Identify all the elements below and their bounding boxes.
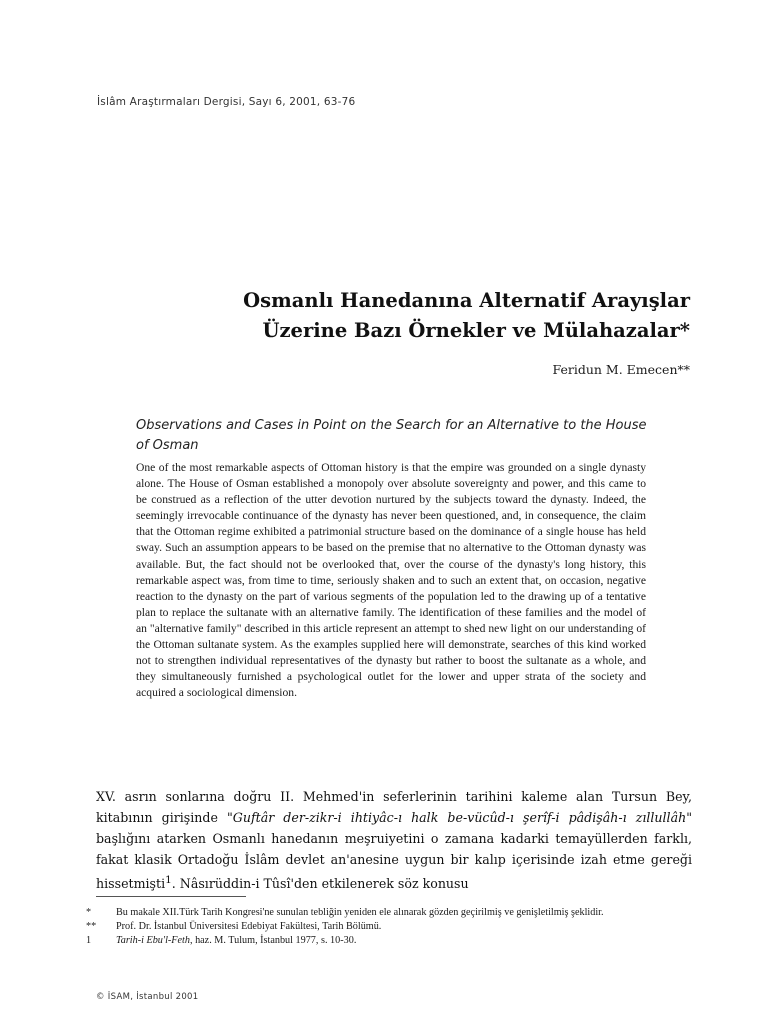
footnotes	[86, 906, 692, 948]
footnote-text: Prof. Dr. İstanbul Üniversitesi Edebiyat Fakültesi, Tarih Bölümü.	[116, 921, 382, 932]
body-text-part: . Nâsırüddin-i Tûsî'den etkilenerek söz konusu	[171, 876, 469, 892]
footnote-text: Bu makale XII.Türk Tarih Kongresi'ne sunulan tebliğin yeniden ele alınarak gözden geçirilmiş ve genişletilmiş şeklidir.	[116, 907, 604, 918]
footnote-reference: 1	[165, 874, 172, 886]
article-title	[160, 286, 690, 346]
footnote-mark: 1	[86, 935, 92, 946]
copyright-notice: © İSAM, İstanbul 2001	[96, 992, 199, 1002]
body-italic-title: Guftâr der-zikr-i ihtiyâc-ı halk be-vücûd-ı şerîf-i pâdişâh-ı zıllullâh	[232, 810, 687, 825]
author-name: Feridun M. Emecen**	[552, 362, 690, 377]
footnote	[86, 934, 692, 948]
footnote-text-container	[116, 934, 692, 948]
article-title-line-2: Üzerine Bazı Örnekler ve Mülahazalar*	[262, 319, 690, 342]
footnote	[86, 906, 692, 920]
footnote-divider	[96, 896, 246, 897]
abstract-text: One of the most remarkable aspects of Ottoman history is that the empire was grounded on a single dynasty alone. The House of Osman established a monopoly over absolute sovereignty and power, and this came to be construed as a reflection of the utter devotion nurtured by the subjects toward the dynasty. Indeed, the seemingly irrevocable continuance of the dynasty has never been questioned, and, in consequence, the claim that the Ottoman regime exhibited a patrimonial structure based on the dominance of a single house has held sway. Such an assumption appears to be based on the premise that no alternative to the Ottoman dynasty was available. But, the fact should not be overlooked that, over the course of the dynasty's long history, this remarkable aspect was, from time to time, seriously shaken and to such an extent that, on occasion, negative reaction to the dynasty on the part of various segments of the population led to the drawing up of a tentative plan to replace the sultanate with an alternative family. The identification of these families and the model of an "alternative family" described in this article represent an attempt to shed new light on our understanding of the Ottoman sultanate system. As the examples supplied here will demonstrate, searches of this kind worked not to strengthen individual representatives of the dynasty but rather to boost the sultanate as a whole, and they simultaneously furnished a psychological outlet for the lower and upper strata of the society and acquired a sociological dimension.	[136, 461, 646, 700]
article-title-line-1: Osmanlı Hanedanına Alternatif Arayışlar	[243, 289, 690, 312]
footnote-mark: *	[86, 907, 92, 918]
body-text-part: " başlığını atarken Osmanlı hanedanın meşruiyetini o zamana kadarki temayüllerden farklı, fakat klasik Ortadoğu İslâm devlet an'anesine uygun bir kalıp içerisinde izah etme gereği hissetmişti	[96, 810, 692, 892]
body-text-part: XV. asrın sonlarına doğru II. Mehmed'in seferlerinin tarihini kaleme alan Tursun Bey, kitabının girişinde "	[96, 789, 692, 825]
journal-header: İslâm Araştırmaları Dergisi, Sayı 6, 2001, 63-76	[97, 96, 356, 108]
footnote-text: , haz. M. Tulum, İstanbul 1977, s. 10-30.	[189, 935, 357, 946]
footnote-mark: **	[86, 921, 97, 932]
body-paragraph	[96, 786, 692, 894]
abstract-title: Observations and Cases in Point on the Search for an Alternative to the House of Osman	[136, 418, 647, 453]
footnote	[86, 920, 692, 934]
footnote-italic-title: Tarih-i Ebu'l-Feth	[116, 935, 190, 946]
